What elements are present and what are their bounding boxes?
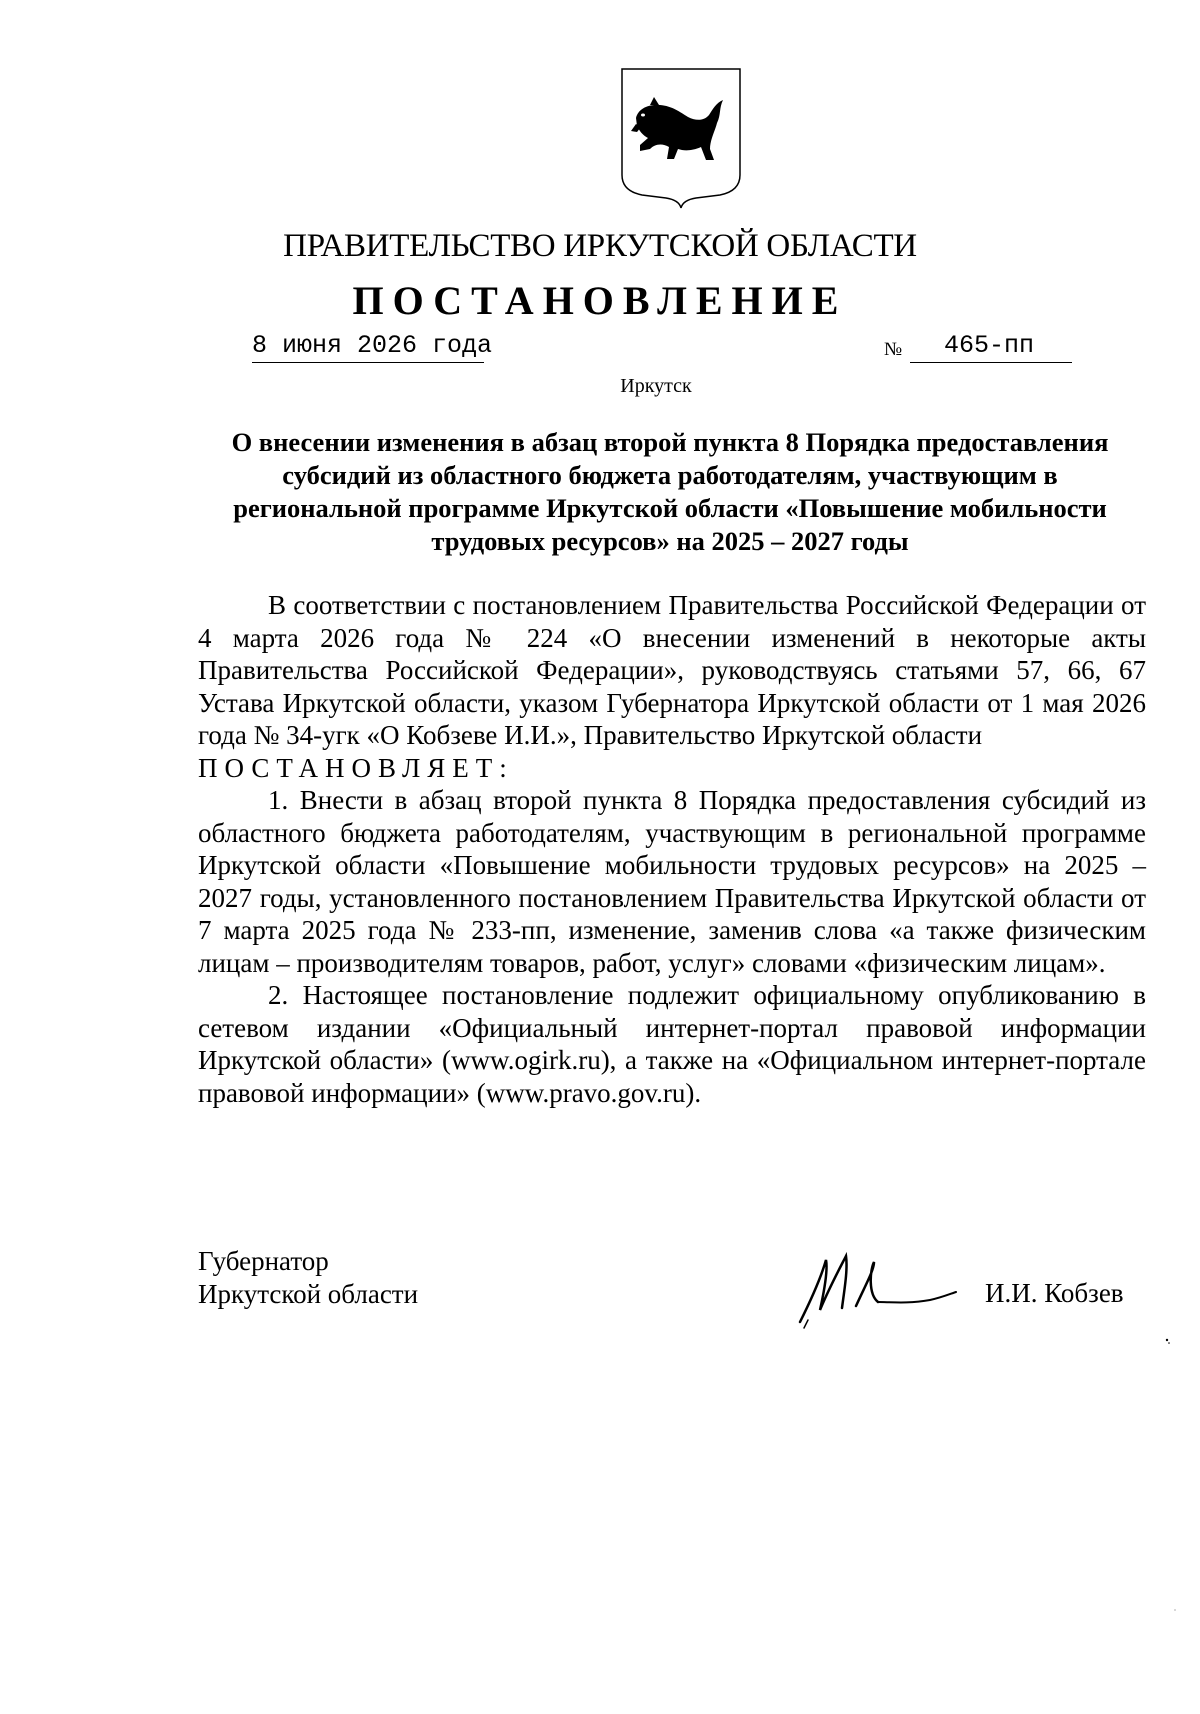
coat-of-arms-icon — [620, 67, 742, 210]
handwritten-signature — [790, 1240, 970, 1335]
signatory-role-line: Иркутской области — [198, 1279, 419, 1309]
city: Иркутск — [620, 375, 692, 397]
document-number: 465-пп — [910, 330, 1072, 363]
signatory-name: И.И. Кобзев — [985, 1278, 1124, 1308]
resolves-heading: ПОСТАНОВЛЯЕТ: — [198, 752, 514, 783]
preamble-paragraph: В соответствии с постановлением Правительства Российской Федерации от 4 марта 2026 года № 224 «О внесении изменений в некоторые акты Правительства Российской Федерации», руководствуясь статьями 57, 66, 67 Устава Иркутской области, указом Губернатора Иркутской области от 1 мая 2026 года № 34-угк «О Кобзеве И.И.», Правительство Иркутской области — [198, 590, 1146, 750]
item-2-paragraph: 2. Настоящее постановление подлежит официальному опубликованию в сетевом издании «Официальный интернет-портал правовой информации Иркутской области» (www.ogirk.ru), а также на «Официальном интернет-портале правовой информации» (www.pravo.gov.ru). — [198, 980, 1146, 1108]
document-body — [198, 589, 1146, 1109]
number-sign: № — [884, 339, 903, 360]
signatory-role-line: Губернатор — [198, 1246, 329, 1276]
document-date: 8 июня 2026 года — [252, 330, 484, 363]
document-title — [190, 426, 1150, 558]
title-line: трудовых ресурсов» на 2025 – 2027 годы — [431, 526, 909, 556]
organization-title: ПРАВИТЕЛЬСТВО ИРКУТСКОЙ ОБЛАСТИ — [283, 228, 917, 264]
item-1-paragraph: 1. Внести в абзац второй пункта 8 Порядка предоставления субсидий из областного бюджета работодателям, участвующим в региональной программе Иркутской области «Повышение мобильности трудовых ресурсов» на 2025 – 2027 годы, установленного постановлением Правительства Иркутской области от 7 марта 2025 года № 233-пп, изменение, заменив слова «а также физическим лицам – производителям товаров, работ, услуг» словами «физическим лицам». — [198, 785, 1146, 978]
title-line: субсидий из областного бюджета работодателям, участвующим в — [282, 460, 1058, 490]
document-type: ПОСТАНОВЛЕНИЕ — [352, 278, 848, 323]
title-line: региональной программе Иркутской области «Повышение мобильности — [233, 493, 1107, 523]
signatory-role — [198, 1245, 418, 1311]
scan-specks — [1155, 1330, 1195, 1630]
title-line: О внесении изменения в абзац второй пункта 8 Порядка предоставления — [231, 427, 1109, 457]
